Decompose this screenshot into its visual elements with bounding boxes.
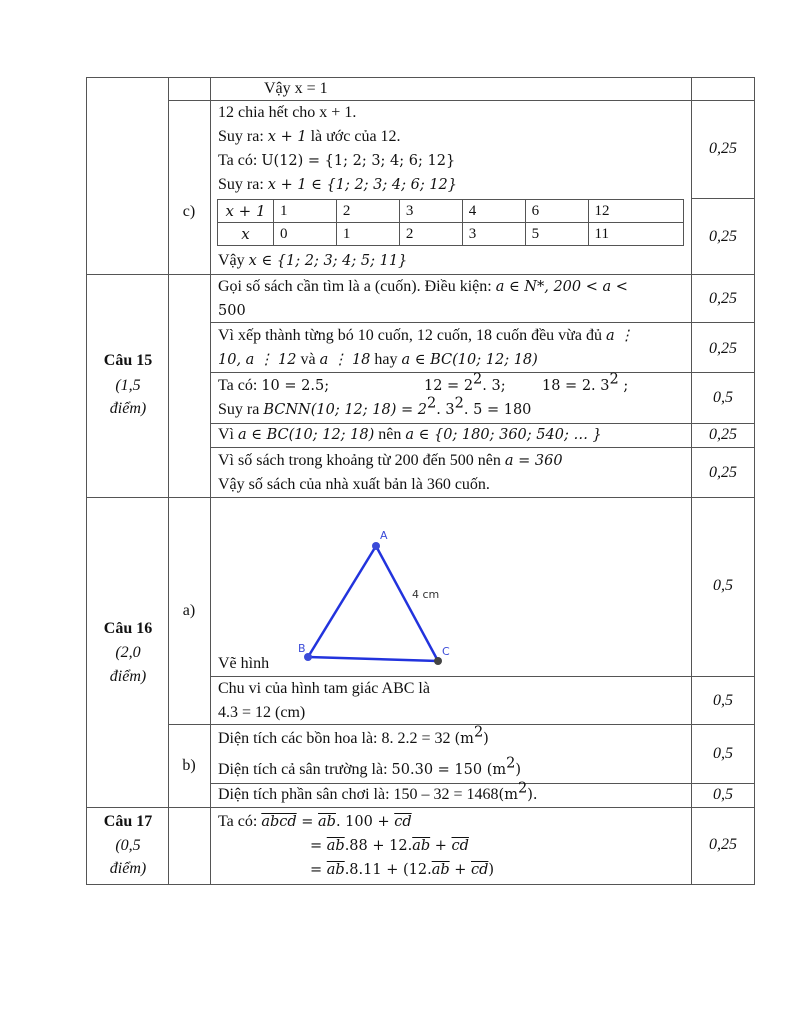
table-row: [218, 200, 684, 223]
vertex-a-label: A: [380, 529, 388, 542]
q16-b-line3: Diện tích phần sân chơi là: $150 - 32 = 1468(m^2)$.: [218, 780, 538, 803]
table-row: [218, 223, 684, 246]
q16-b-line1: Diện tích các bồn hoa là: 8. 2.2 = 32 $(m^2)$: [218, 724, 489, 747]
header-x-plus-1: x + 1: [218, 200, 274, 223]
q15-line2: Vì xếp thành từng bó 10 cuốn, 12 cuốn, 18 cuốn đều vừa đủ a ⋮: [218, 327, 634, 344]
score-15-4: 0,25: [709, 426, 737, 443]
question-15-title: Câu 15: [103, 352, 153, 369]
q17-line1: Ta có: abcd = $\overline{ab}$. $100 + \overline{cd}$: [218, 813, 412, 830]
table-cell: 4: [462, 200, 525, 223]
c-line3: Ta có: U(12) = {1; 2; 3; 4; 6; 12}: [218, 152, 456, 169]
part-c-label: c): [182, 203, 196, 220]
c-line2: Suy ra: x + 1 là ước của 12.: [218, 128, 401, 145]
score-c-2: 0,25: [709, 228, 737, 245]
question-16-title: Câu 16: [103, 620, 153, 637]
q15-line3b: Suy ra BCNN(10; 12; $18) = 2^2$. $3^2$. 5 = 180: [218, 395, 532, 418]
vertex-c-point: [434, 657, 442, 665]
score-15-1: 0,25: [709, 290, 737, 307]
table-cell: 2: [399, 223, 462, 246]
q15-line5b: Vậy số sách của nhà xuất bản là 360 cuốn.: [218, 476, 490, 493]
question-15-points: (1,5: [115, 377, 141, 394]
q15-line1b: 500: [218, 303, 246, 319]
c-line5: Vậy x ∈ {1; 2; 3; 4; 5; 11}: [218, 252, 408, 269]
table-cell: 5: [525, 223, 588, 246]
question-17-points: (0,5: [115, 837, 141, 854]
q15-line5: Vì số sách trong khoảng từ 200 đến 500 nên a = 360: [218, 452, 563, 469]
q15-line1: Gọi số sách cần tìm là a (cuốn). Điều kiện: a ∈ N*, 200 < a <: [218, 278, 628, 295]
score-15-3: 0,5: [713, 389, 733, 406]
part-a-label: a): [182, 602, 196, 619]
side-bc: [308, 657, 438, 661]
score-16-4: 0,5: [713, 786, 733, 803]
triangle-figure: [210, 497, 691, 677]
question-15-points-unit: điểm): [109, 400, 147, 417]
q15-line3: Ta có: 10 = 2.5;: [218, 377, 330, 394]
q15-line3-18: 18 = 2. $3^2$ ;: [542, 371, 629, 394]
q16-b-line2: Diện tích cả sân trường là: 50.30 = 150 $(m^2)$: [218, 755, 522, 778]
table-cell: 12: [588, 200, 683, 223]
table-cell: 6: [525, 200, 588, 223]
question-16-points-unit: điểm): [109, 668, 147, 685]
score-16-3: 0,5: [713, 745, 733, 762]
c-line1: 12 chia hết cho x + 1.: [218, 104, 357, 121]
header-x: x: [218, 223, 274, 246]
draw-label: Vẽ hình: [218, 655, 270, 672]
q15-line4: Vì a ∈ BC(10; 12; 18) nên a ∈ {0; 180; 360; 540; … }: [218, 426, 602, 443]
table-cell: 1: [336, 223, 399, 246]
q15-line3-12: $12 = 2^2$. 3;: [424, 371, 506, 394]
table-cell: 1: [274, 200, 337, 223]
score-17: 0,25: [709, 836, 737, 853]
table-cell: 11: [588, 223, 683, 246]
score-15-2: 0,25: [709, 340, 737, 357]
vertex-b-label: B: [298, 642, 306, 655]
score-16-2: 0,5: [713, 692, 733, 709]
divisor-table: [217, 199, 684, 246]
c-line4: Suy ra: x + 1 ∈ {1; 2; 3; 4; 6; 12}: [218, 176, 458, 193]
question-17-points-unit: điểm): [109, 860, 147, 877]
score-15-5: 0,25: [709, 464, 737, 481]
table-cell: 3: [462, 223, 525, 246]
side-ac: [376, 546, 438, 661]
question-17-title: Câu 17: [103, 813, 153, 830]
side-ab: [308, 546, 376, 657]
q17-line3: = $\overline{ab}.8.11 + (12.\overline{ab} + \overline{cd})$: [310, 862, 495, 878]
part-b-label: b): [182, 757, 196, 774]
table-cell: 0: [274, 223, 337, 246]
table-cell: 3: [399, 200, 462, 223]
vertex-a-point: [372, 542, 380, 550]
q16-perimeter-line2: 4.3 = 12 (cm): [218, 704, 306, 721]
q15-line2b: 10, a ⋮ 12 và a ⋮ 18 hay a ∈ BC(10; 12; 18): [218, 351, 538, 368]
question-16-points: (2,0: [115, 644, 141, 661]
q17-line2: = $\overline{ab}.88 + 12.\overline{ab} + \overline{cd}$: [310, 838, 469, 854]
side-length-label: 4 cm: [412, 588, 440, 601]
score-16-1: 0,5: [713, 577, 733, 594]
vertex-c-label: C: [442, 645, 450, 658]
table-cell: 2: [336, 200, 399, 223]
q16-perimeter-line1: Chu vi của hình tam giác ABC là: [218, 680, 430, 697]
row-top-text: Vậy x = 1: [264, 80, 328, 97]
score-c-1: 0,25: [709, 140, 737, 157]
